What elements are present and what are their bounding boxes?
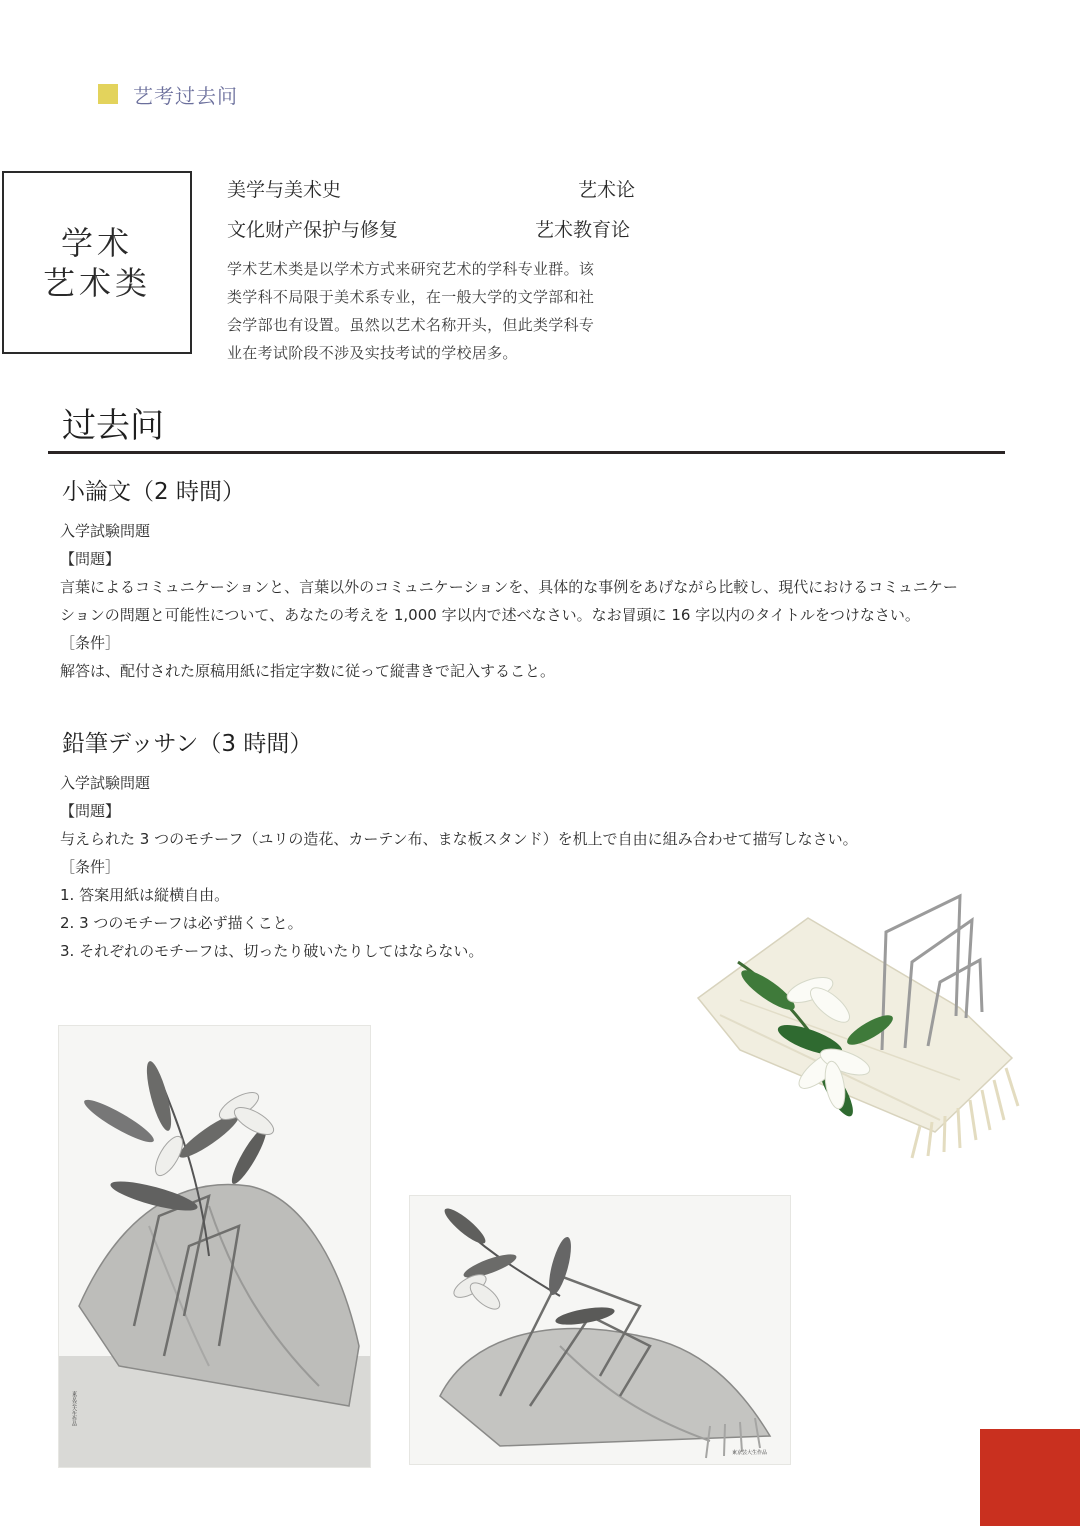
sketch-portrait-caption: 東京芸大生作品 (71, 1391, 77, 1426)
category-box (2, 171, 192, 354)
description-line: 类学科不局限于美术系专业，在一般大学的文学部和社 (227, 288, 595, 306)
drawing-condition-item: 2. 3 つのモチーフは必ず描くこと。 (60, 914, 303, 932)
subject-conservation: 文化财产保护与修复 (227, 219, 399, 241)
sketch-landscape-caption: 東京芸大生作品 (732, 1450, 768, 1456)
subject-art-education: 艺术教育论 (535, 219, 631, 241)
essay-question-label: 【問題】 (60, 550, 121, 568)
section-title: 过去问 (62, 406, 164, 446)
drawing-question-label: 【問題】 (60, 802, 121, 820)
drawing-condition-item: 1. 答案用紙は縦横自由。 (60, 886, 230, 904)
drawing-question: 与えられた 3 つのモチーフ（ユリの造花、カーテン布、まな板スタンド）を机上で自由に組み合わせて描写しなさい。 (60, 830, 858, 848)
section-divider (48, 451, 1005, 454)
essay-condition: 解答は、配付された原稿用紙に指定字数に従って縦書きで記入すること。 (60, 662, 556, 680)
motif-illustration (660, 890, 1035, 1165)
essay-question-line: ションの問題と可能性について、あなたの考えを 1,000 字以内で述べなさい。なお冒頭に 16 字以内のタイトルをつけなさい。 (60, 606, 920, 624)
essay-exam-label: 入学試験問題 (60, 522, 151, 540)
drawing-conditions-label: ［条件］ (60, 858, 121, 876)
drawing-title: 鉛筆デッサン（3 時間） (62, 731, 313, 757)
motif-photo (660, 890, 1035, 1165)
sketch-portrait-drawing (59, 1026, 371, 1468)
header-marker (98, 84, 118, 104)
category-line1: 学术 (60, 223, 133, 262)
subject-art-theory: 艺术论 (578, 179, 636, 201)
description-line: 学术艺术类是以学术方式来研究艺术的学科专业群。该 (227, 260, 595, 278)
description-line: 业在考试阶段不涉及实技考试的学校居多。 (227, 344, 518, 362)
sketch-landscape (409, 1195, 791, 1465)
description-line: 会学部也有设置。虽然以艺术名称开头，但此类学科专 (227, 316, 595, 334)
header-label: 艺考过去问 (133, 84, 238, 108)
sketch-landscape-drawing (410, 1196, 791, 1465)
category-description (227, 255, 645, 367)
essay-conditions-label: ［条件］ (60, 634, 121, 652)
sketch-portrait (58, 1025, 371, 1468)
drawing-condition-item: 3. それぞれのモチーフは、切ったり破いたりしてはならない。 (60, 942, 484, 960)
essay-question-line: 言葉によるコミュニケーションと、言葉以外のコミュニケーションを、具体的な事例をあげながら比較し、現代におけるコミュニケー (60, 578, 958, 596)
essay-title: 小論文（2 時間） (62, 479, 245, 505)
drawing-exam-label: 入学試験問題 (60, 774, 151, 792)
corner-accent-block (980, 1429, 1080, 1526)
subject-aesthetics: 美学与美术史 (227, 179, 342, 201)
category-line2: 艺术类 (42, 263, 151, 302)
